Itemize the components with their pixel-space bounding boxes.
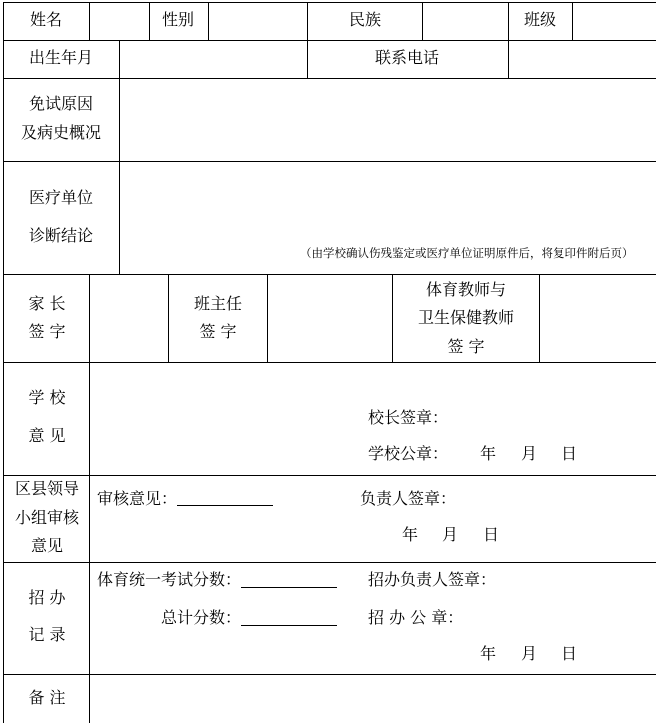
col-divider xyxy=(392,274,393,362)
total-score-field[interactable] xyxy=(241,625,337,626)
gender-label: 性别 xyxy=(161,10,195,29)
col-divider xyxy=(422,2,423,40)
row-divider xyxy=(3,562,656,563)
birth-date-label: 出生年月 xyxy=(28,48,94,67)
ethnicity-label: 民族 xyxy=(348,10,382,29)
school-opinion-label: 意 见 xyxy=(28,426,66,445)
row-divider xyxy=(3,475,656,476)
pe-health-teacher-signature-field[interactable] xyxy=(541,276,656,361)
pe-exam-score-field[interactable] xyxy=(241,587,337,588)
col-divider xyxy=(89,274,90,362)
date-year: 年 xyxy=(480,444,497,463)
district-review-label: 意见 xyxy=(30,536,64,555)
table-border-top xyxy=(3,2,656,3)
date-day: 日 xyxy=(483,525,500,544)
date-day: 日 xyxy=(561,444,578,463)
school-opinion-field[interactable] xyxy=(91,364,656,404)
pe-health-teacher-label: 签 字 xyxy=(447,337,485,356)
admissions-record-label: 招 办 xyxy=(28,588,66,607)
date-year: 年 xyxy=(480,644,497,663)
date-month: 月 xyxy=(521,644,538,663)
table-border-left xyxy=(3,2,4,723)
row-divider xyxy=(3,362,656,363)
district-review-label: 小组审核 xyxy=(14,508,80,527)
col-divider xyxy=(572,2,573,40)
col-divider xyxy=(267,274,268,362)
col-divider xyxy=(89,2,90,40)
parent-signature-field[interactable] xyxy=(91,276,167,361)
ethnicity-field[interactable] xyxy=(424,4,507,39)
row-divider xyxy=(3,274,656,275)
remarks-field[interactable] xyxy=(91,676,656,723)
class-label: 班级 xyxy=(523,10,557,29)
col-divider xyxy=(89,362,90,723)
col-divider xyxy=(508,2,509,40)
pe-health-teacher-label: 体育教师与 xyxy=(425,280,507,299)
date-day: 日 xyxy=(561,644,578,663)
col-divider xyxy=(508,40,509,78)
principal-signature-label: 校长签章： xyxy=(368,408,449,427)
remarks-label: 备 注 xyxy=(28,688,66,707)
diagnosis-field[interactable] xyxy=(121,163,656,243)
school-opinion-label: 学 校 xyxy=(28,388,66,407)
diagnosis-note: （由学校确认伤残鉴定或医疗单位证明原件后，将复印件附后页） xyxy=(300,246,634,260)
review-opinion-label: 审核意见： xyxy=(97,489,178,508)
admissions-head-signature-label: 招办负责人签章： xyxy=(368,570,497,589)
class-field[interactable] xyxy=(574,4,656,39)
col-divider xyxy=(307,2,308,40)
homeroom-teacher-label: 班主任 xyxy=(193,294,243,313)
col-divider xyxy=(307,40,308,78)
date-month: 月 xyxy=(442,525,459,544)
homeroom-teacher-signature-field[interactable] xyxy=(269,276,391,361)
exemption-reason-label: 免试原因 xyxy=(28,94,94,113)
birth-date-field[interactable] xyxy=(121,42,306,77)
admissions-record-label: 记 录 xyxy=(28,625,66,644)
date-year: 年 xyxy=(402,525,419,544)
name-field[interactable] xyxy=(91,4,148,39)
district-review-label: 区县领导 xyxy=(14,479,80,498)
parent-signature-label: 家 长 xyxy=(28,294,66,313)
diagnosis-label: 医疗单位 xyxy=(28,188,94,207)
review-opinion-field[interactable] xyxy=(177,505,273,506)
col-divider xyxy=(539,274,540,362)
homeroom-teacher-label: 签 字 xyxy=(199,322,237,341)
col-divider xyxy=(149,2,150,40)
admissions-seal-label: 招 办 公 章： xyxy=(368,608,464,627)
col-divider xyxy=(119,78,120,274)
row-divider xyxy=(3,674,656,675)
parent-signature-label: 签 字 xyxy=(28,322,66,341)
name-label: 姓名 xyxy=(29,10,63,29)
col-divider xyxy=(208,2,209,40)
responsible-signature-label: 负责人签章： xyxy=(360,489,457,508)
phone-field[interactable] xyxy=(510,42,656,77)
total-score-label: 总计分数： xyxy=(161,608,242,627)
pe-health-teacher-label: 卫生保健教师 xyxy=(417,308,515,327)
exemption-reason-label: 及病史概况 xyxy=(20,123,102,142)
school-seal-label: 学校公章： xyxy=(368,444,449,463)
row-divider xyxy=(3,161,656,162)
phone-label: 联系电话 xyxy=(374,48,440,67)
diagnosis-label: 诊断结论 xyxy=(28,226,94,245)
col-divider xyxy=(168,274,169,362)
row-divider xyxy=(3,78,656,79)
gender-field[interactable] xyxy=(210,4,306,39)
exemption-reason-field[interactable] xyxy=(121,80,656,160)
date-month: 月 xyxy=(521,444,538,463)
col-divider xyxy=(119,40,120,78)
pe-exam-score-label: 体育统一考试分数： xyxy=(97,570,242,589)
row-divider xyxy=(3,40,656,41)
